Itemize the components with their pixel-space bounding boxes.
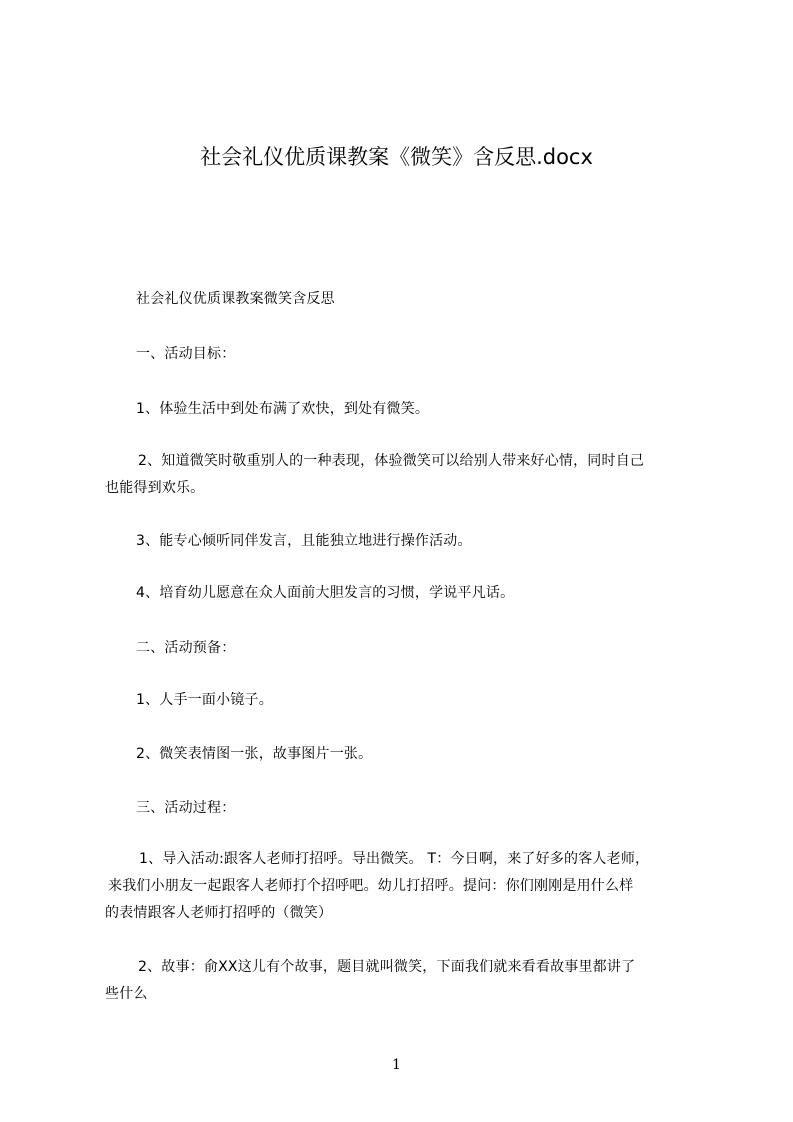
text-line: 3、能专心倾听同伴发言，且能独立地进行操作活动。 [136, 533, 472, 549]
text-line: 1、人手一面小镜子。 [136, 692, 273, 708]
heading-activity-preparation [105, 635, 715, 662]
paragraph-goal-4 [105, 580, 715, 607]
paragraph-subtitle [105, 286, 715, 313]
paragraph-prep-2 [105, 741, 715, 768]
text-line: 4、培育幼儿愿意在众人面前大胆发言的习惯，学说平凡话。 [136, 585, 515, 601]
text-line: 1、体验生活中到处布满了欢快，到处有微笑。 [136, 401, 430, 417]
text-line: 二、活动预备： [136, 640, 236, 656]
text-line: 一、活动目标： [136, 346, 236, 362]
text-line: 也能得到欢乐。 [105, 480, 205, 496]
paragraph-goal-1 [105, 396, 715, 423]
text-line: 1、导入活动:跟客人老师打招呼。导出微笑。 T：今日啊，来了好多的客人老师， [139, 851, 650, 867]
heading-activity-goals [105, 341, 715, 368]
document-title: 社会礼仪优质课教案《微笑》含反思.docx [200, 145, 593, 169]
paragraph-prep-1 [105, 687, 715, 714]
text-line: 2、故事：俞XX这儿有个故事，题目就叫微笑，下面我们就来看看故事里都讲了 [138, 959, 636, 975]
page-number: 1 [392, 1057, 401, 1073]
paragraph-goal-3 [105, 528, 715, 555]
paragraph-process-2 [105, 954, 715, 1008]
text-line: 三、活动过程： [136, 800, 236, 816]
text-line: 些什么 [105, 986, 148, 1002]
text-line: 的表情跟客人老师打招呼的（微笑） [105, 905, 333, 921]
text-line: 社会礼仪优质课教案微笑含反思 [136, 291, 335, 307]
text-line: 2、知道微笑时敬重别人的一种表现，体验微笑可以给别人带来好心情，同时自己 [138, 453, 645, 469]
text-line: 2、微笑表情图一张，故事图片一张。 [136, 746, 373, 762]
heading-activity-process [105, 795, 715, 822]
text-line: 来我们小朋友一起跟客人老师打个招呼吧。幼儿打招呼。提问：你们刚刚是用什么样 [108, 878, 634, 894]
paragraph-process-1 [105, 846, 715, 927]
paragraph-goal-2 [105, 448, 715, 502]
